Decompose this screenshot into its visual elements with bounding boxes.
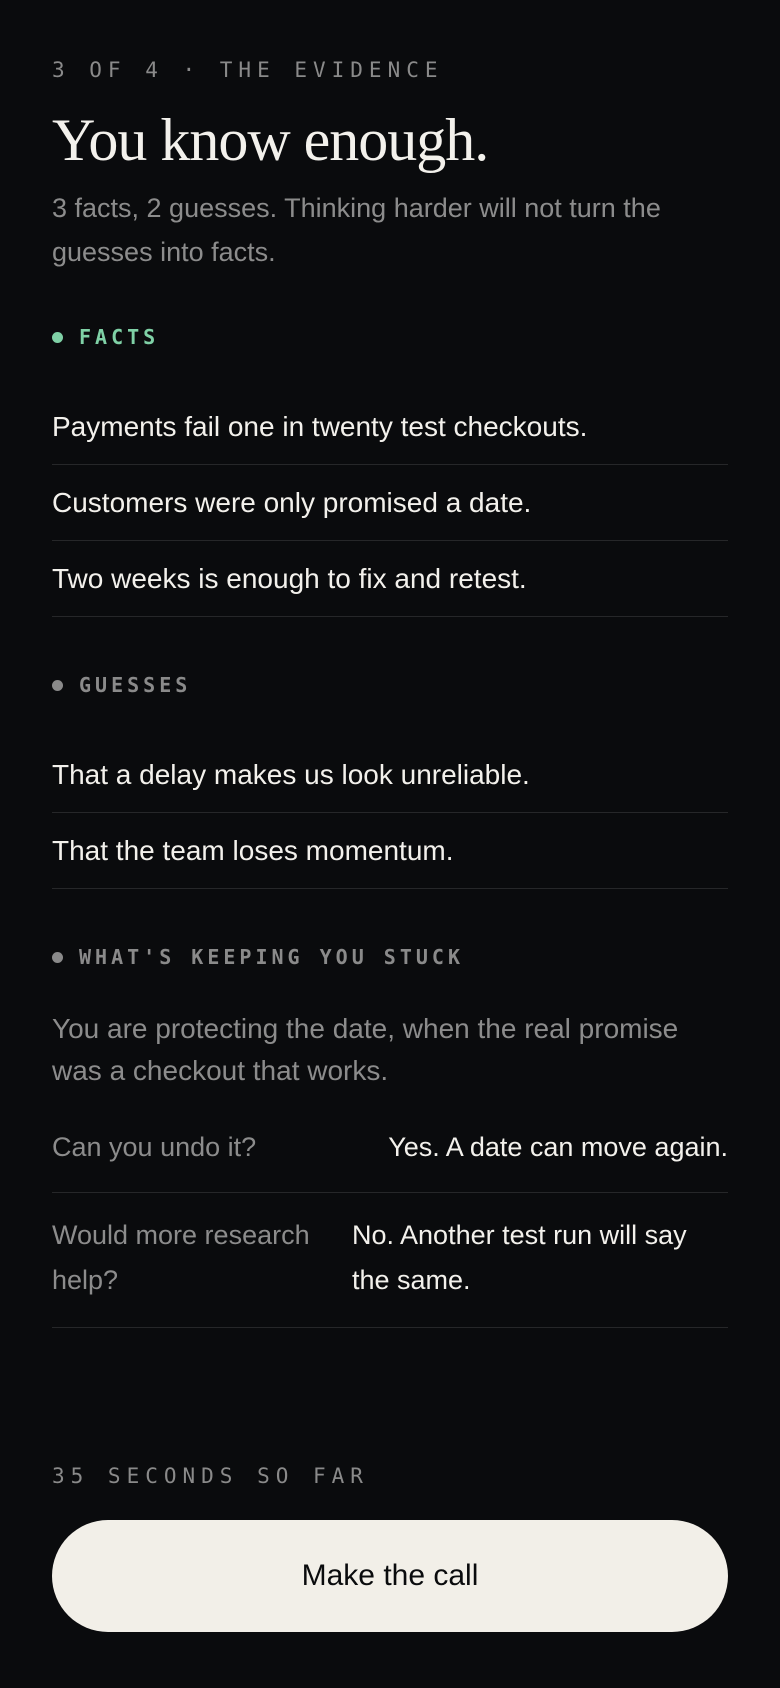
stuck-section-header xyxy=(52,942,464,972)
evidence-screen xyxy=(52,0,728,1688)
facts-section-header xyxy=(52,322,159,352)
facts-list xyxy=(52,389,728,617)
stuck-explanation: You are protecting the date, when the real promise was a checkout that works. xyxy=(52,1013,679,1086)
fact-item: Customers were only promised a date. xyxy=(52,465,728,541)
qa-answer: No. Another test run will say the same. xyxy=(352,1220,687,1295)
facts-section-label: FACTS xyxy=(79,325,160,349)
fact-item: Two weeks is enough to fix and retest. xyxy=(52,541,728,617)
fact-item: Payments fail one in twenty test checkouts. xyxy=(52,389,728,465)
qa-question: Would more research help? xyxy=(52,1220,310,1295)
qa-row-research xyxy=(52,1213,728,1328)
stuck-dot-icon xyxy=(52,952,63,963)
facts-dot-icon xyxy=(52,332,63,343)
guesses-dot-icon xyxy=(52,680,63,691)
guess-item: That the team loses momentum. xyxy=(52,813,728,889)
step-indicator: 3 OF 4 · THE EVIDENCE xyxy=(52,58,444,82)
page-title: You know enough. xyxy=(52,107,489,173)
guess-item: That a delay makes us look unreliable. xyxy=(52,737,728,813)
make-the-call-button[interactable]: Make the call xyxy=(52,1520,728,1632)
guesses-list xyxy=(52,737,728,889)
elapsed-timer: 35 SECONDS SO FAR xyxy=(52,1464,369,1488)
qa-answer: Yes. A date can move again. xyxy=(388,1132,728,1162)
qa-row-undo xyxy=(52,1125,728,1193)
guesses-section-header xyxy=(52,670,191,700)
qa-question: Can you undo it? xyxy=(52,1132,257,1162)
stuck-section-label: WHAT'S KEEPING YOU STUCK xyxy=(79,945,464,969)
guesses-section-label: GUESSES xyxy=(79,673,192,697)
page-subtitle: 3 facts, 2 guesses. Thinking harder will not turn the guesses into facts. xyxy=(52,193,661,267)
